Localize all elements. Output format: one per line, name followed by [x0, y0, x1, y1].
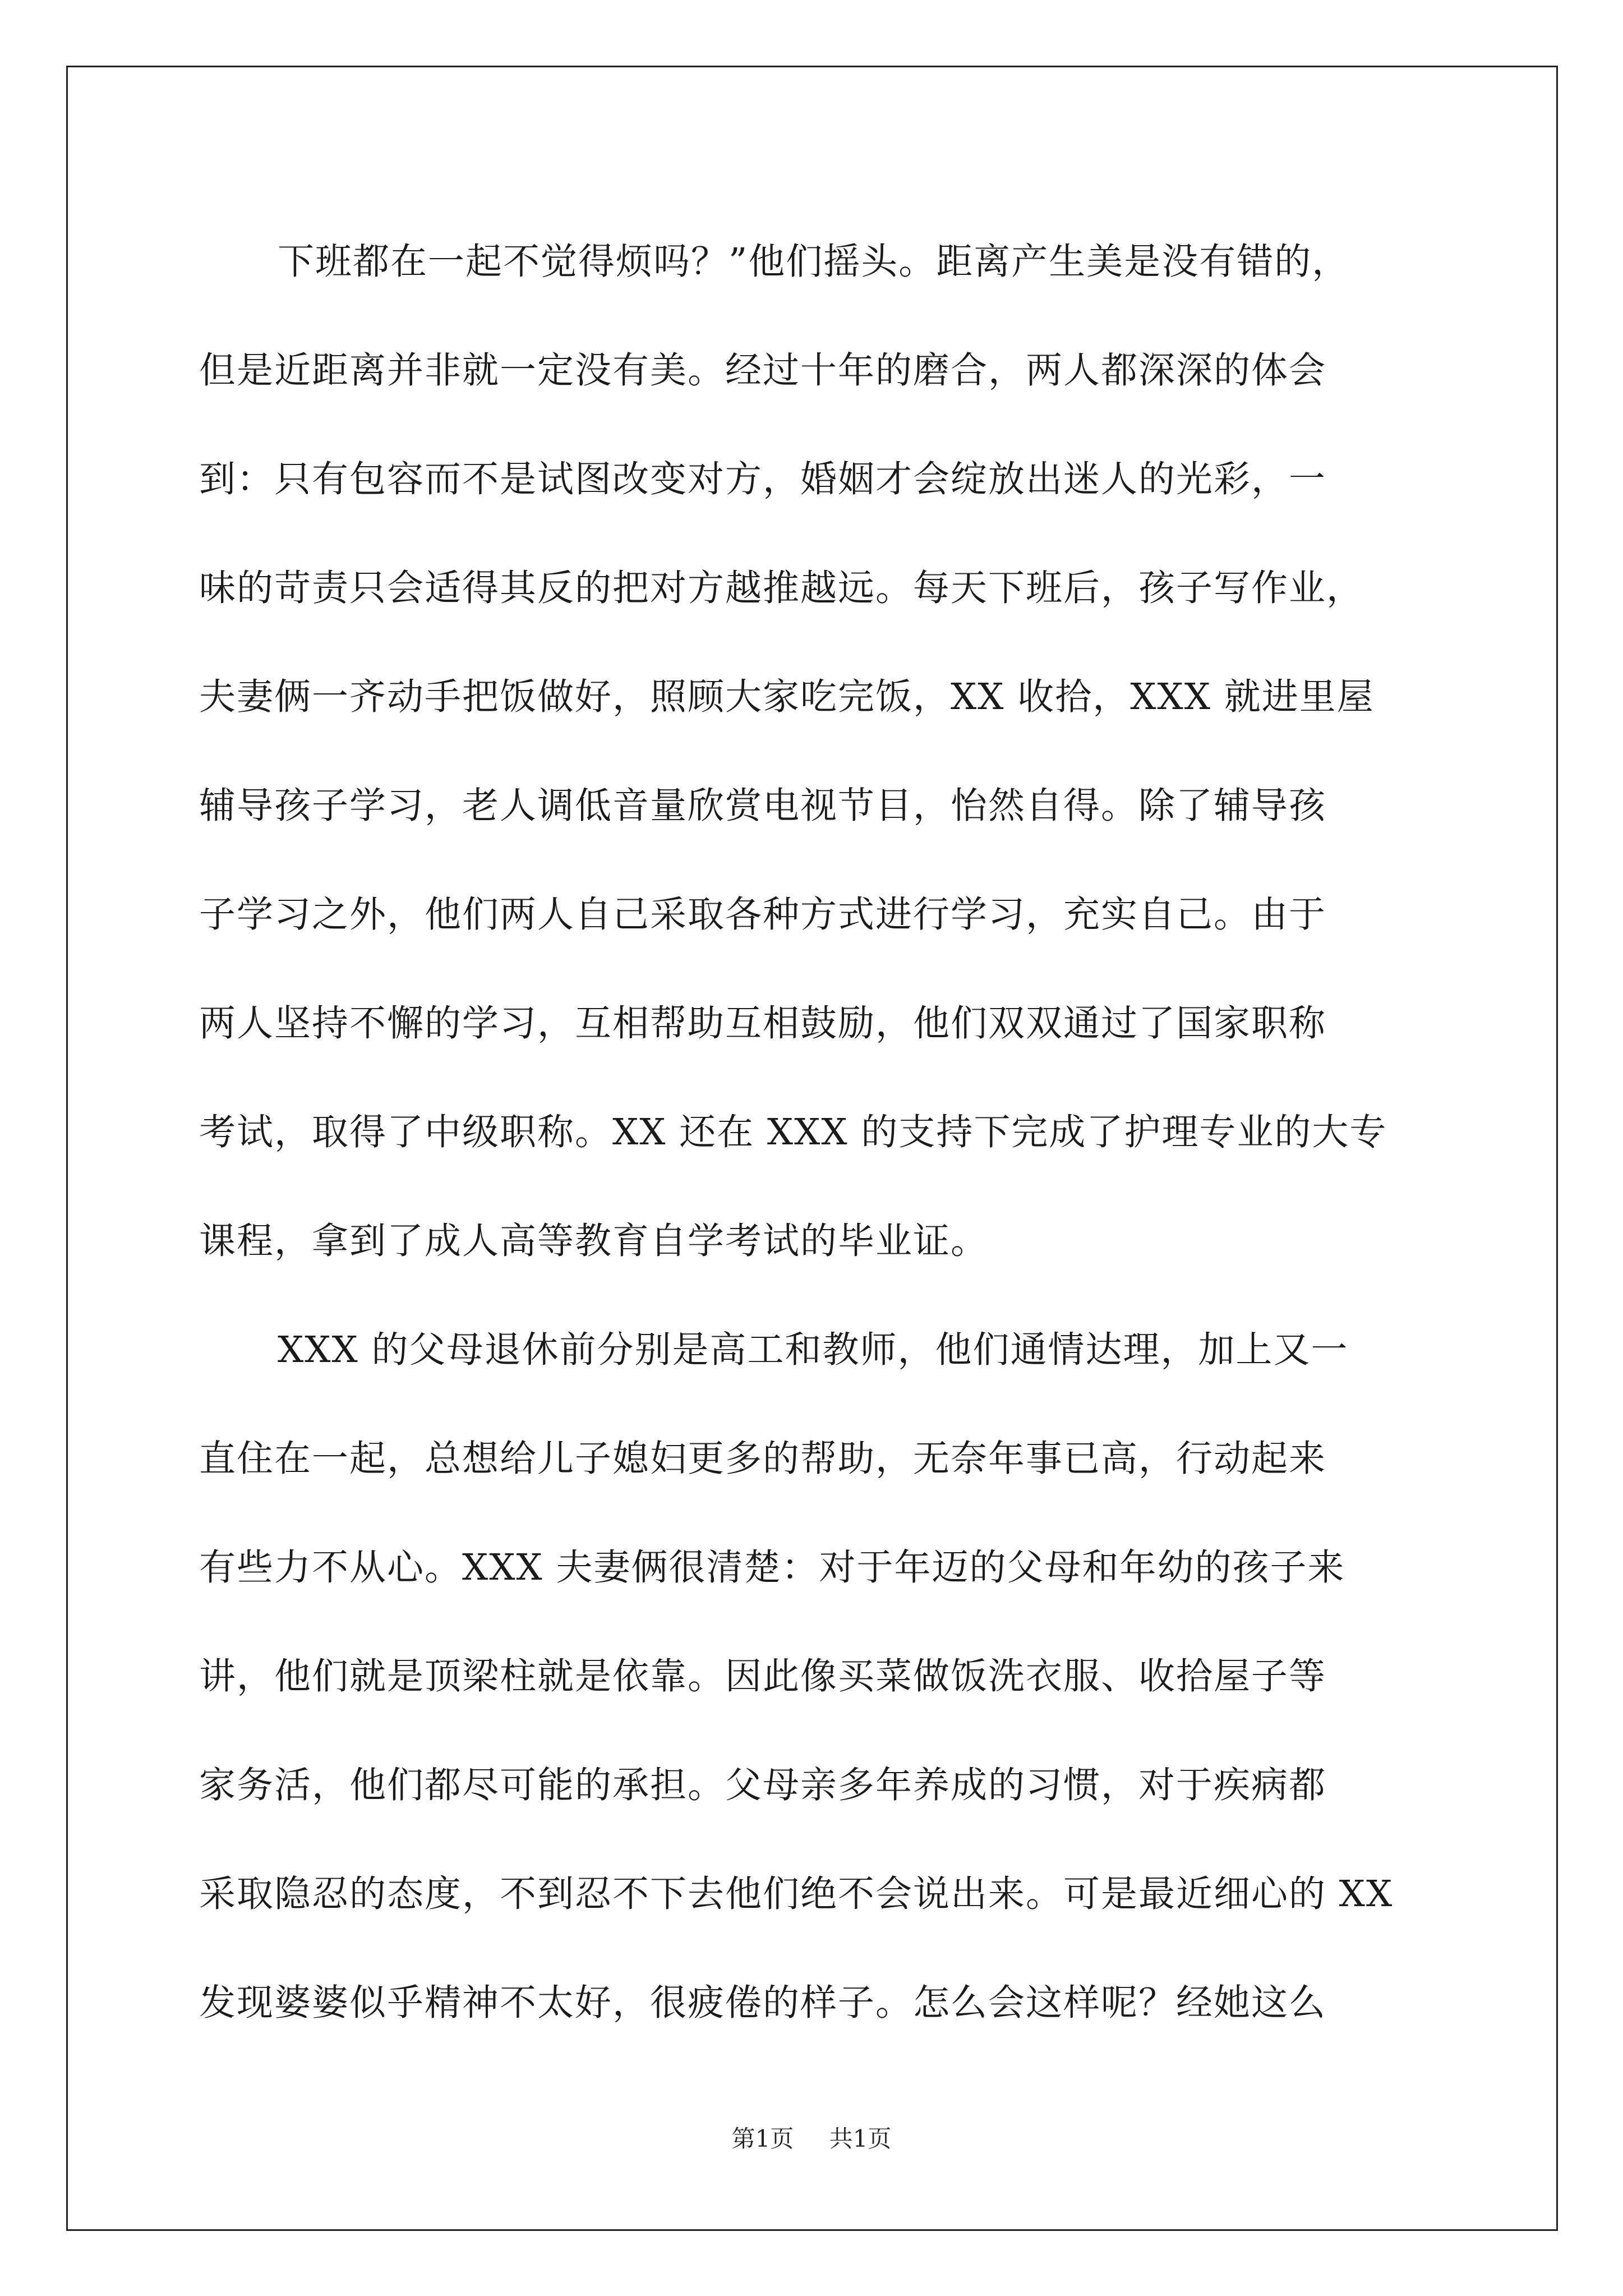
paragraph-1 — [199, 208, 1450, 1296]
text-line: 直住在一起，总想给儿子媳妇更多的帮助，无奈年事已高，行动起来 — [199, 1438, 1327, 1480]
text-line: 子学习之外，他们两人自己采取各种方式进行学习，充实自己。由于 — [199, 894, 1327, 936]
text-line: 考试，取得了中级职称。XX 还在 XXX 的支持下完成了护理专业的大专 — [199, 1111, 1387, 1153]
text-line: 讲，他们就是顶梁柱就是依靠。因此像买菜做饭洗衣服、收拾屋子等 — [199, 1655, 1327, 1697]
page-footer — [0, 2120, 1623, 2154]
page-number-current: 第1页 — [731, 2125, 794, 2152]
text-line: 到：只有包容而不是试图改变对方，婚姻才会绽放出迷人的光彩，一 — [199, 458, 1327, 500]
text-line: 夫妻俩一齐动手把饭做好，照顾大家吃完饭，XX 收拾，XXX 就进里屋 — [199, 676, 1375, 718]
text-line: 味的苛责只会适得其反的把对方越推越远。每天下班后，孩子写作业， — [199, 567, 1364, 609]
text-line: 下班都在一起不觉得烦吗？”他们摇头。距离产生美是没有错的， — [278, 241, 1350, 283]
page-number-total: 共1页 — [829, 2125, 892, 2152]
text-line: 但是近距离并非就一定没有美。经过十年的磨合，两人都深深的体会 — [199, 349, 1327, 392]
text-line: XXX 的父母退休前分别是高工和教师，他们通情达理，加上又一 — [278, 1329, 1349, 1371]
text-line: 采取隐忍的态度，不到忍不下去他们绝不会说出来。可是最近细心的 XX — [199, 1873, 1394, 1915]
text-line: 辅导孩子学习，老人调低音量欣赏电视节目，怡然自得。除了辅导孩 — [199, 785, 1327, 827]
text-line: 有些力不从心。XXX 夫妻俩很清楚：对于年迈的父母和年幼的孩子来 — [199, 1547, 1345, 1589]
paragraph-2 — [199, 1296, 1450, 2058]
text-line: 两人坚持不懈的学习，互相帮助互相鼓励，他们双双通过了国家职称 — [199, 1002, 1327, 1045]
text-line: 家务活，他们都尽可能的承担。父母亲多年养成的习惯，对于疾病都 — [199, 1764, 1327, 1806]
text-line: 课程，拿到了成人高等教育自学考试的毕业证。 — [199, 1220, 989, 1262]
text-line: 发现婆婆似乎精神不太好，很疲倦的样子。怎么会这样呢？经她这么 — [199, 1982, 1327, 2024]
document-body — [199, 208, 1450, 2058]
